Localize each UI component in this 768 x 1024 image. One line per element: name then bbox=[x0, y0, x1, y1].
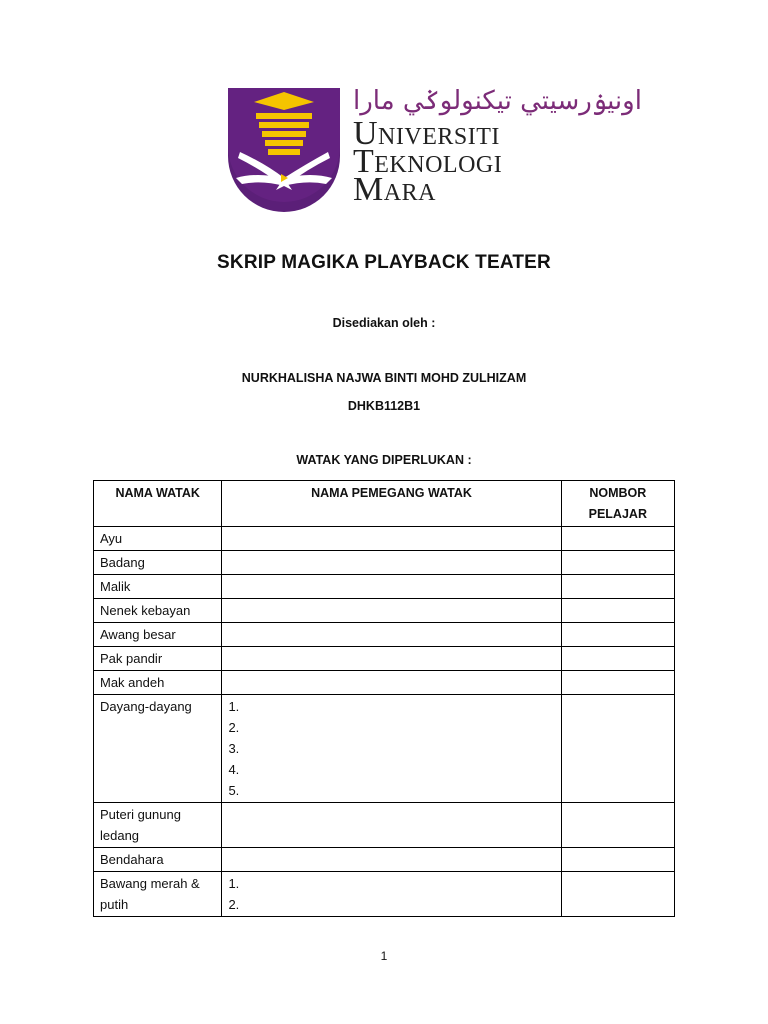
prepared-by-label: Disediakan oleh : bbox=[332, 316, 436, 330]
table-row bbox=[94, 848, 675, 872]
list-number: 4. bbox=[228, 762, 240, 777]
character-name: Ayu bbox=[94, 527, 222, 551]
uitm-shield-emblem bbox=[226, 86, 342, 214]
student-number-cell[interactable] bbox=[561, 623, 674, 647]
table-row bbox=[94, 623, 675, 647]
page-number: 1 bbox=[380, 949, 388, 963]
character-name: Badang bbox=[94, 551, 222, 575]
character-name: Malik bbox=[94, 575, 222, 599]
university-name-jawi: اونيۏرسيتي تيكنولوݢي مارا bbox=[353, 86, 642, 116]
header-actor-name: NAMA PEMEGANG WATAK bbox=[222, 481, 561, 527]
actor-name-cell[interactable] bbox=[222, 695, 561, 803]
table-row bbox=[94, 575, 675, 599]
header-student-number-line2: PELAJAR bbox=[588, 507, 647, 521]
character-name: Mak andeh bbox=[94, 671, 222, 695]
university-name-line3: Mara bbox=[353, 171, 436, 208]
character-name: Dayang-dayang bbox=[94, 695, 222, 803]
class-code: DHKB112B1 bbox=[347, 399, 421, 413]
student-number-cell[interactable] bbox=[561, 671, 674, 695]
table-row bbox=[94, 872, 675, 917]
uitm-logo bbox=[226, 86, 642, 216]
header-student-number bbox=[561, 481, 674, 527]
student-number-cell[interactable] bbox=[561, 575, 674, 599]
student-number-cell[interactable] bbox=[561, 848, 674, 872]
document-title: SKRIP MAGIKA PLAYBACK TEATER bbox=[217, 252, 551, 273]
character-name: Pak pandir bbox=[94, 647, 222, 671]
table-row bbox=[94, 647, 675, 671]
university-name bbox=[353, 115, 503, 208]
table-header-row bbox=[94, 481, 675, 527]
actor-name-cell[interactable] bbox=[222, 671, 561, 695]
character-name: Nenek kebayan bbox=[94, 599, 222, 623]
university-name-line1: Universiti bbox=[353, 115, 500, 152]
student-number-cell[interactable] bbox=[561, 527, 674, 551]
student-number-cell[interactable] bbox=[561, 551, 674, 575]
student-number-cell[interactable] bbox=[561, 695, 674, 803]
table-row bbox=[94, 527, 675, 551]
actor-name-cell[interactable] bbox=[222, 848, 561, 872]
student-number-cell[interactable] bbox=[561, 872, 674, 917]
actor-name-cell[interactable] bbox=[222, 551, 561, 575]
characters-heading: WATAK YANG DIPERLUKAN : bbox=[296, 453, 472, 467]
table-row bbox=[94, 695, 675, 803]
actor-name-cell[interactable] bbox=[222, 872, 561, 917]
actor-name-cell[interactable] bbox=[222, 647, 561, 671]
character-name: Bawang merah & putih bbox=[94, 872, 222, 917]
table-row bbox=[94, 599, 675, 623]
student-number-cell[interactable] bbox=[561, 803, 674, 848]
list-number: 1. bbox=[228, 699, 240, 714]
actor-name-cell[interactable] bbox=[222, 599, 561, 623]
student-number-cell[interactable] bbox=[561, 599, 674, 623]
actor-name-cell[interactable] bbox=[222, 527, 561, 551]
header-character-name: NAMA WATAK bbox=[94, 481, 222, 527]
table-row bbox=[94, 803, 675, 848]
actor-name-cell[interactable] bbox=[222, 623, 561, 647]
list-number: 3. bbox=[228, 741, 240, 756]
list-number: 2. bbox=[228, 720, 240, 735]
list-number: 5. bbox=[228, 783, 240, 798]
author-name: NURKHALISHA NAJWA BINTI MOHD ZULHIZAM bbox=[241, 371, 527, 385]
table-row bbox=[94, 551, 675, 575]
list-number: 1. bbox=[228, 876, 240, 891]
header-student-number-line1: NOMBOR bbox=[589, 486, 647, 500]
list-number: 2. bbox=[228, 897, 240, 912]
character-table bbox=[93, 480, 675, 917]
table-row bbox=[94, 671, 675, 695]
student-number-cell[interactable] bbox=[561, 647, 674, 671]
actor-name-cell[interactable] bbox=[222, 803, 561, 848]
character-name: Awang besar bbox=[94, 623, 222, 647]
university-name-line2: Teknologi bbox=[353, 143, 503, 180]
actor-name-cell[interactable] bbox=[222, 575, 561, 599]
character-name: Puteri gunung ledang bbox=[94, 803, 222, 848]
character-name: Bendahara bbox=[94, 848, 222, 872]
